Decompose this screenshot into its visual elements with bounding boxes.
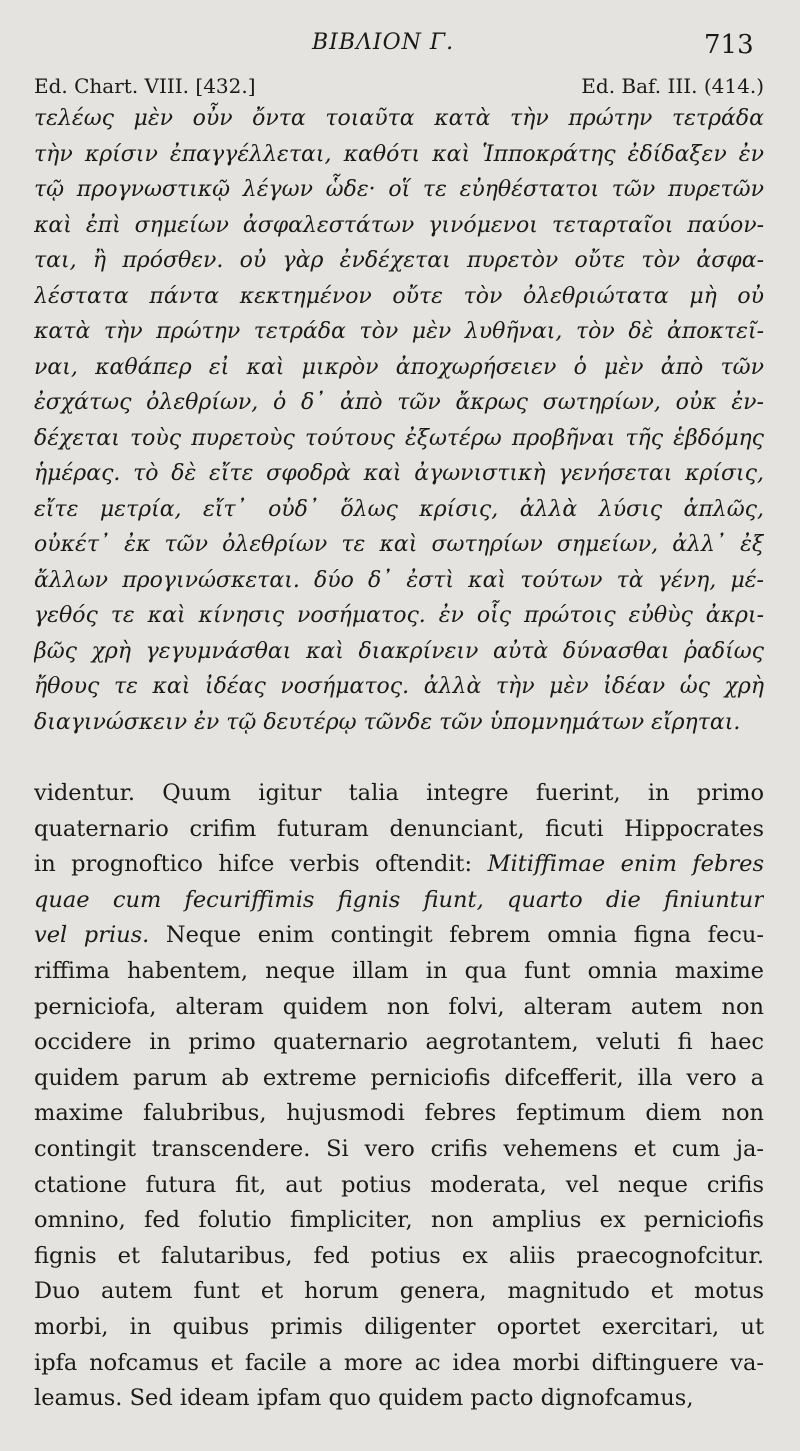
greek-text-line: ἐσχάτως ὀλεθρίων, ὁ δ᾽ ἀπὸ τῶν ἄκρως σωτηρίων, οὐκ ἐν- <box>34 390 764 415</box>
greek-text-line: κατὰ τὴν πρώτην τετράδα τὸν μὲν λυθῆναι, τὸν δὲ ἀποκτεῖ- <box>34 319 764 344</box>
latin-text-line <box>34 990 764 1026</box>
greek-text-line: τῷ προγνωστικῷ λέγων ὧδε· οἵ τε εὐηθέστατοι τῶν πυρετῶν <box>34 177 764 202</box>
greek-text-line: ἤθους τε καὶ ἰδέας νοσήματος. ἀλλὰ τὴν μὲν ἰδέαν ὡς χρὴ <box>34 674 764 699</box>
greek-text-line: οὐκέτ᾽ ἐκ τῶν ὀλεθρίων τε καὶ σωτηρίων σημείων, ἀλλ᾽ ἐξ <box>34 532 764 557</box>
latin-text-line <box>34 1310 764 1346</box>
latin-text-line <box>34 1203 764 1239</box>
latin-text-line <box>34 1239 764 1275</box>
latin-quotation: quae cum fecuriffimis fignis fiunt, quarto die finiuntur <box>34 886 764 913</box>
greek-text-block <box>34 101 764 740</box>
latin-text-line <box>34 812 764 848</box>
greek-text-line: ναι, καθάπερ εἰ καὶ μικρὸν ἀποχωρήσειεν ὁ μὲν ἀπὸ τῶν <box>34 354 764 380</box>
latin-text-line <box>34 918 764 954</box>
greek-text-line: τὴν κρίσιν ἐπαγγέλλεται, καθότι καὶ Ἱπποκράτης ἐδίδαξεν ἐν <box>34 141 764 167</box>
greek-text-line: λέστατα πάντα κεκτημένον οὔτε τὸν ὀλεθριώτατα μὴ οὐ <box>34 283 764 309</box>
latin-text-segment: contingit transcendere. Si vero crifis vehemens et cum ja- <box>34 1135 764 1162</box>
greek-text-line: ται, ἢ πρόσθεν. οὐ γὰρ ἐνδέχεται πυρετὸν οὔτε τὸν ἀσφα- <box>34 248 764 273</box>
latin-text-segment: quaternario crifim futuram denunciant, ficuti Hippocrates <box>34 815 764 842</box>
latin-text-line <box>34 954 764 990</box>
latin-text-segment: quidem parum ab extreme perniciofis difcefferit, illa vero a <box>34 1064 764 1091</box>
latin-quotation: vel prius. <box>34 922 150 949</box>
latin-text-segment: morbi, in quibus primis diligenter oportet exercitari, ut <box>34 1313 764 1340</box>
edition-line <box>34 74 764 104</box>
running-title: ΒΙΒΛΙΟΝ Γ. <box>312 30 455 55</box>
latin-text-line <box>34 1346 764 1382</box>
greek-text-line: ἄλλων προγινώσκεται. δύο δ᾽ ἐστὶ καὶ τούτων τὰ γένη, μέ- <box>34 567 764 593</box>
greek-text-line: δέχεται τοὺς πυρετοὺς τούτους ἐξωτέρω προβῆναι τῆς ἑβδόμης <box>34 425 764 451</box>
latin-text-line <box>34 1381 764 1417</box>
edition-basel: Ed. Baf. III. (414.) <box>581 74 764 98</box>
latin-text-segment: ctatione futura fit, aut potius moderata, vel neque crifis <box>34 1171 764 1198</box>
greek-text-line: γεθός τε καὶ κίνησις νοσήματος. ἐν οἷς πρώτοις εὐθὺς ἀκρι- <box>34 603 764 628</box>
latin-text-line <box>34 883 764 919</box>
latin-text-segment: perniciofa, alteram quidem non folvi, alteram autem non <box>34 993 764 1020</box>
latin-text-segment: leamus. Sed ideam ipfam quo quidem pacto dignofcamus, <box>34 1385 694 1412</box>
latin-quotation: Mitiffimae enim febres <box>487 851 764 878</box>
latin-text-segment: riffima habentem, neque illam in qua funt omnia maxime <box>34 957 764 984</box>
page-number: 713 <box>704 30 754 60</box>
latin-text-segment: occidere in primo quaternario aegrotantem, veluti fi haec <box>34 1029 764 1056</box>
latin-text-block <box>34 776 764 1417</box>
latin-text-line <box>34 847 764 883</box>
latin-text-line <box>34 1132 764 1168</box>
edition-chartier: Ed. Chart. VIII. [432.] <box>34 74 256 98</box>
latin-text-line <box>34 1274 764 1310</box>
latin-text-line <box>34 776 764 812</box>
greek-text-line: τελέως μὲν οὖν ὄντα τοιαῦτα κατὰ τὴν πρώτην τετράδα <box>34 106 764 131</box>
greek-text-line: εἴτε μετρία, εἴτ᾽ οὐδ᾽ ὅλως κρίσις, ἀλλὰ λύσις ἁπλῶς, <box>34 496 764 522</box>
greek-text-line: βῶς χρὴ γεγυμνάσθαι καὶ διακρίνειν αὐτὰ δύνασθαι ῥαδίως <box>34 638 764 664</box>
greek-text-line: ἡμέρας. τὸ δὲ εἴτε σφοδρὰ καὶ ἀγωνιστικὴ γενήσεται κρίσις, <box>34 461 764 486</box>
latin-text-segment: in prognoftico hifce verbis oftendit: <box>34 851 488 878</box>
greek-text-line: διαγινώσκειν ἐν τῷ δευτέρῳ τῶνδε τῶν ὑπομνημάτων εἴρηται. <box>34 709 741 735</box>
greek-text-line: καὶ ἐπὶ σημείων ἀσφαλεστάτων γινόμενοι τεταρταῖοι παύον- <box>34 212 764 238</box>
latin-text-segment: Duo autem funt et horum genera, magnitudo et motus <box>34 1278 764 1305</box>
latin-text-line <box>34 1096 764 1132</box>
latin-text-line <box>34 1061 764 1097</box>
latin-text-segment: Neque enim contingit febrem omnia figna fecu- <box>149 922 764 949</box>
latin-text-line <box>34 1168 764 1204</box>
latin-text-segment: videntur. Quum igitur talia integre fuerint, in primo <box>34 780 764 806</box>
latin-text-segment: fignis et falutaribus, fed potius ex aliis praecognofcitur. <box>34 1242 764 1269</box>
latin-text-line <box>34 1025 764 1061</box>
latin-text-segment: maxime falubribus, hujusmodi febres feptimum diem non <box>34 1100 764 1127</box>
latin-text-segment: ipfa nofcamus et facile a more ac idea morbi diftinguere va- <box>34 1349 764 1376</box>
latin-text-segment: omnino, fed folutio fimpliciter, non amplius ex perniciofis <box>34 1207 764 1234</box>
running-head <box>0 22 800 62</box>
